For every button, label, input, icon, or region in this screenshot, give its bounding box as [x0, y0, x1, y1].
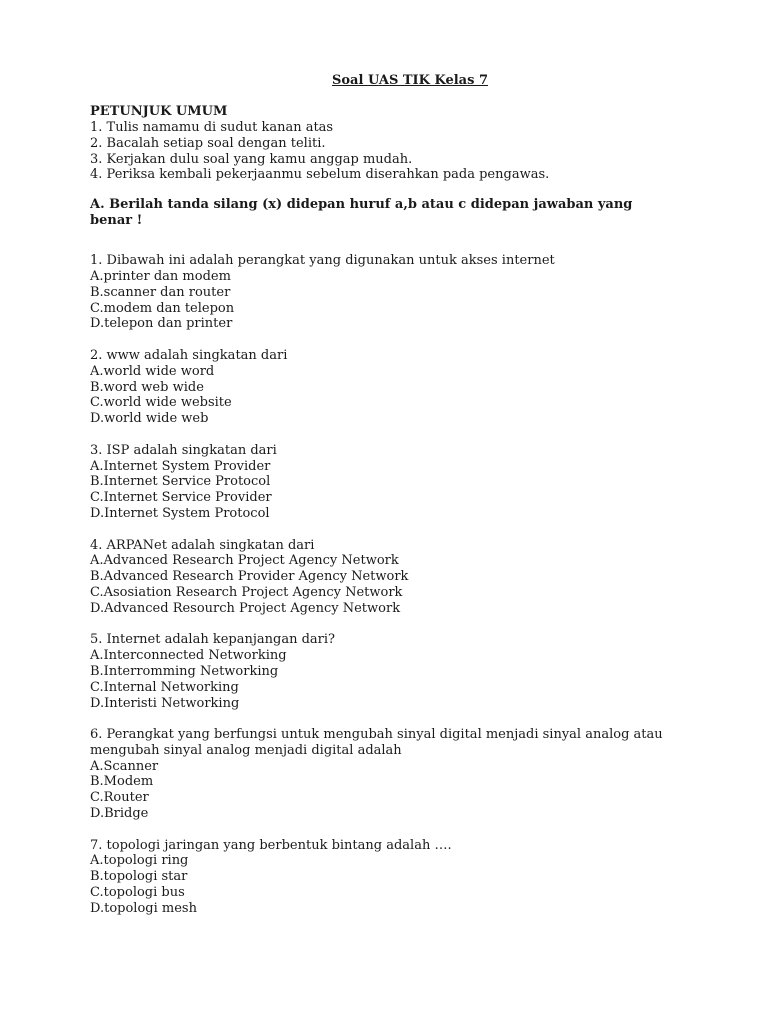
- answer-option: B.word web wide: [90, 379, 204, 395]
- page-title: Soal UAS TIK Kelas 7: [332, 73, 488, 88]
- answer-option: B.Interromming Networking: [90, 663, 279, 679]
- answer-option: C.modem dan telepon: [90, 300, 235, 316]
- instructions-heading: PETUNJUK UMUM: [90, 104, 228, 119]
- answer-option: A.Interconnected Networking: [90, 648, 287, 664]
- exam-page: [90, 72, 690, 932]
- answer-option: D.Advanced Resourch Project Agency Network: [90, 600, 401, 616]
- question-5: [90, 632, 690, 711]
- general-instructions: [90, 104, 690, 183]
- instruction-item: 2. Bacalah setiap soal dengan teliti.: [90, 135, 326, 151]
- answer-option: C.world wide website: [90, 395, 232, 411]
- question-3: [90, 443, 690, 522]
- answer-option: B.Modem: [90, 774, 154, 790]
- answer-option: A.Advanced Research Project Agency Network: [90, 553, 399, 569]
- question-2: [90, 348, 690, 427]
- question-list: [90, 253, 690, 916]
- question-stem: 1. Dibawah ini adalah perangkat yang digunakan untuk akses internet: [90, 253, 555, 269]
- answer-option: D.topologi mesh: [90, 900, 197, 916]
- answer-option: C.Internal Networking: [90, 679, 239, 695]
- question-stem: 6. Perangkat yang berfungsi untuk mengubah sinyal digital menjadi sinyal analog atau mengubah sinyal analog menjadi digital adalah: [90, 727, 663, 758]
- answer-option: B.Advanced Research Provider Agency Network: [90, 569, 409, 585]
- answer-option: A.Scanner: [90, 758, 159, 774]
- answer-option: B.scanner dan router: [90, 284, 231, 300]
- answer-option: D.Bridge: [90, 806, 149, 822]
- answer-option: B.Internet Service Protocol: [90, 474, 271, 490]
- question-stem: 2. www adalah singkatan dari: [90, 347, 288, 363]
- answer-option: C.topologi bus: [90, 885, 185, 901]
- instruction-item: 4. Periksa kembali pekerjaanmu sebelum diserahkan pada pengawas.: [90, 167, 550, 183]
- question-1: [90, 253, 690, 332]
- answer-option: D.world wide web: [90, 411, 209, 427]
- instruction-item: 1. Tulis namamu di sudut kanan atas: [90, 120, 334, 135]
- section-a-heading: A. Berilah tanda silang (x) didepan huruf a,b atau c didepan jawaban yang benar !: [90, 197, 633, 229]
- answer-option: A.Internet System Provider: [90, 458, 271, 474]
- question-stem: 4. ARPANet adalah singkatan dari: [90, 537, 315, 553]
- answer-option: B.topologi star: [90, 869, 188, 885]
- question-stem: 3. ISP adalah singkatan dari: [90, 442, 277, 458]
- answer-option: A.world wide word: [90, 363, 215, 379]
- question-stem: 5. Internet adalah kepanjangan dari?: [90, 632, 335, 648]
- question-stem: 7. topologi jaringan yang berbentuk bintang adalah ….: [90, 837, 452, 853]
- answer-option: C.Asosiation Research Project Agency Network: [90, 584, 403, 600]
- question-7: [90, 838, 690, 917]
- question-6: [90, 727, 690, 822]
- answer-option: A.topologi ring: [90, 853, 189, 869]
- instruction-item: 3. Kerjakan dulu soal yang kamu anggap mudah.: [90, 151, 413, 167]
- answer-option: A.printer dan modem: [90, 268, 231, 284]
- answer-option: C.Router: [90, 790, 149, 806]
- answer-option: D.Internet System Protocol: [90, 505, 270, 521]
- answer-option: D.Interisti Networking: [90, 695, 240, 711]
- question-4: [90, 538, 690, 617]
- answer-option: D.telepon dan printer: [90, 316, 233, 332]
- answer-option: C.Internet Service Provider: [90, 490, 272, 506]
